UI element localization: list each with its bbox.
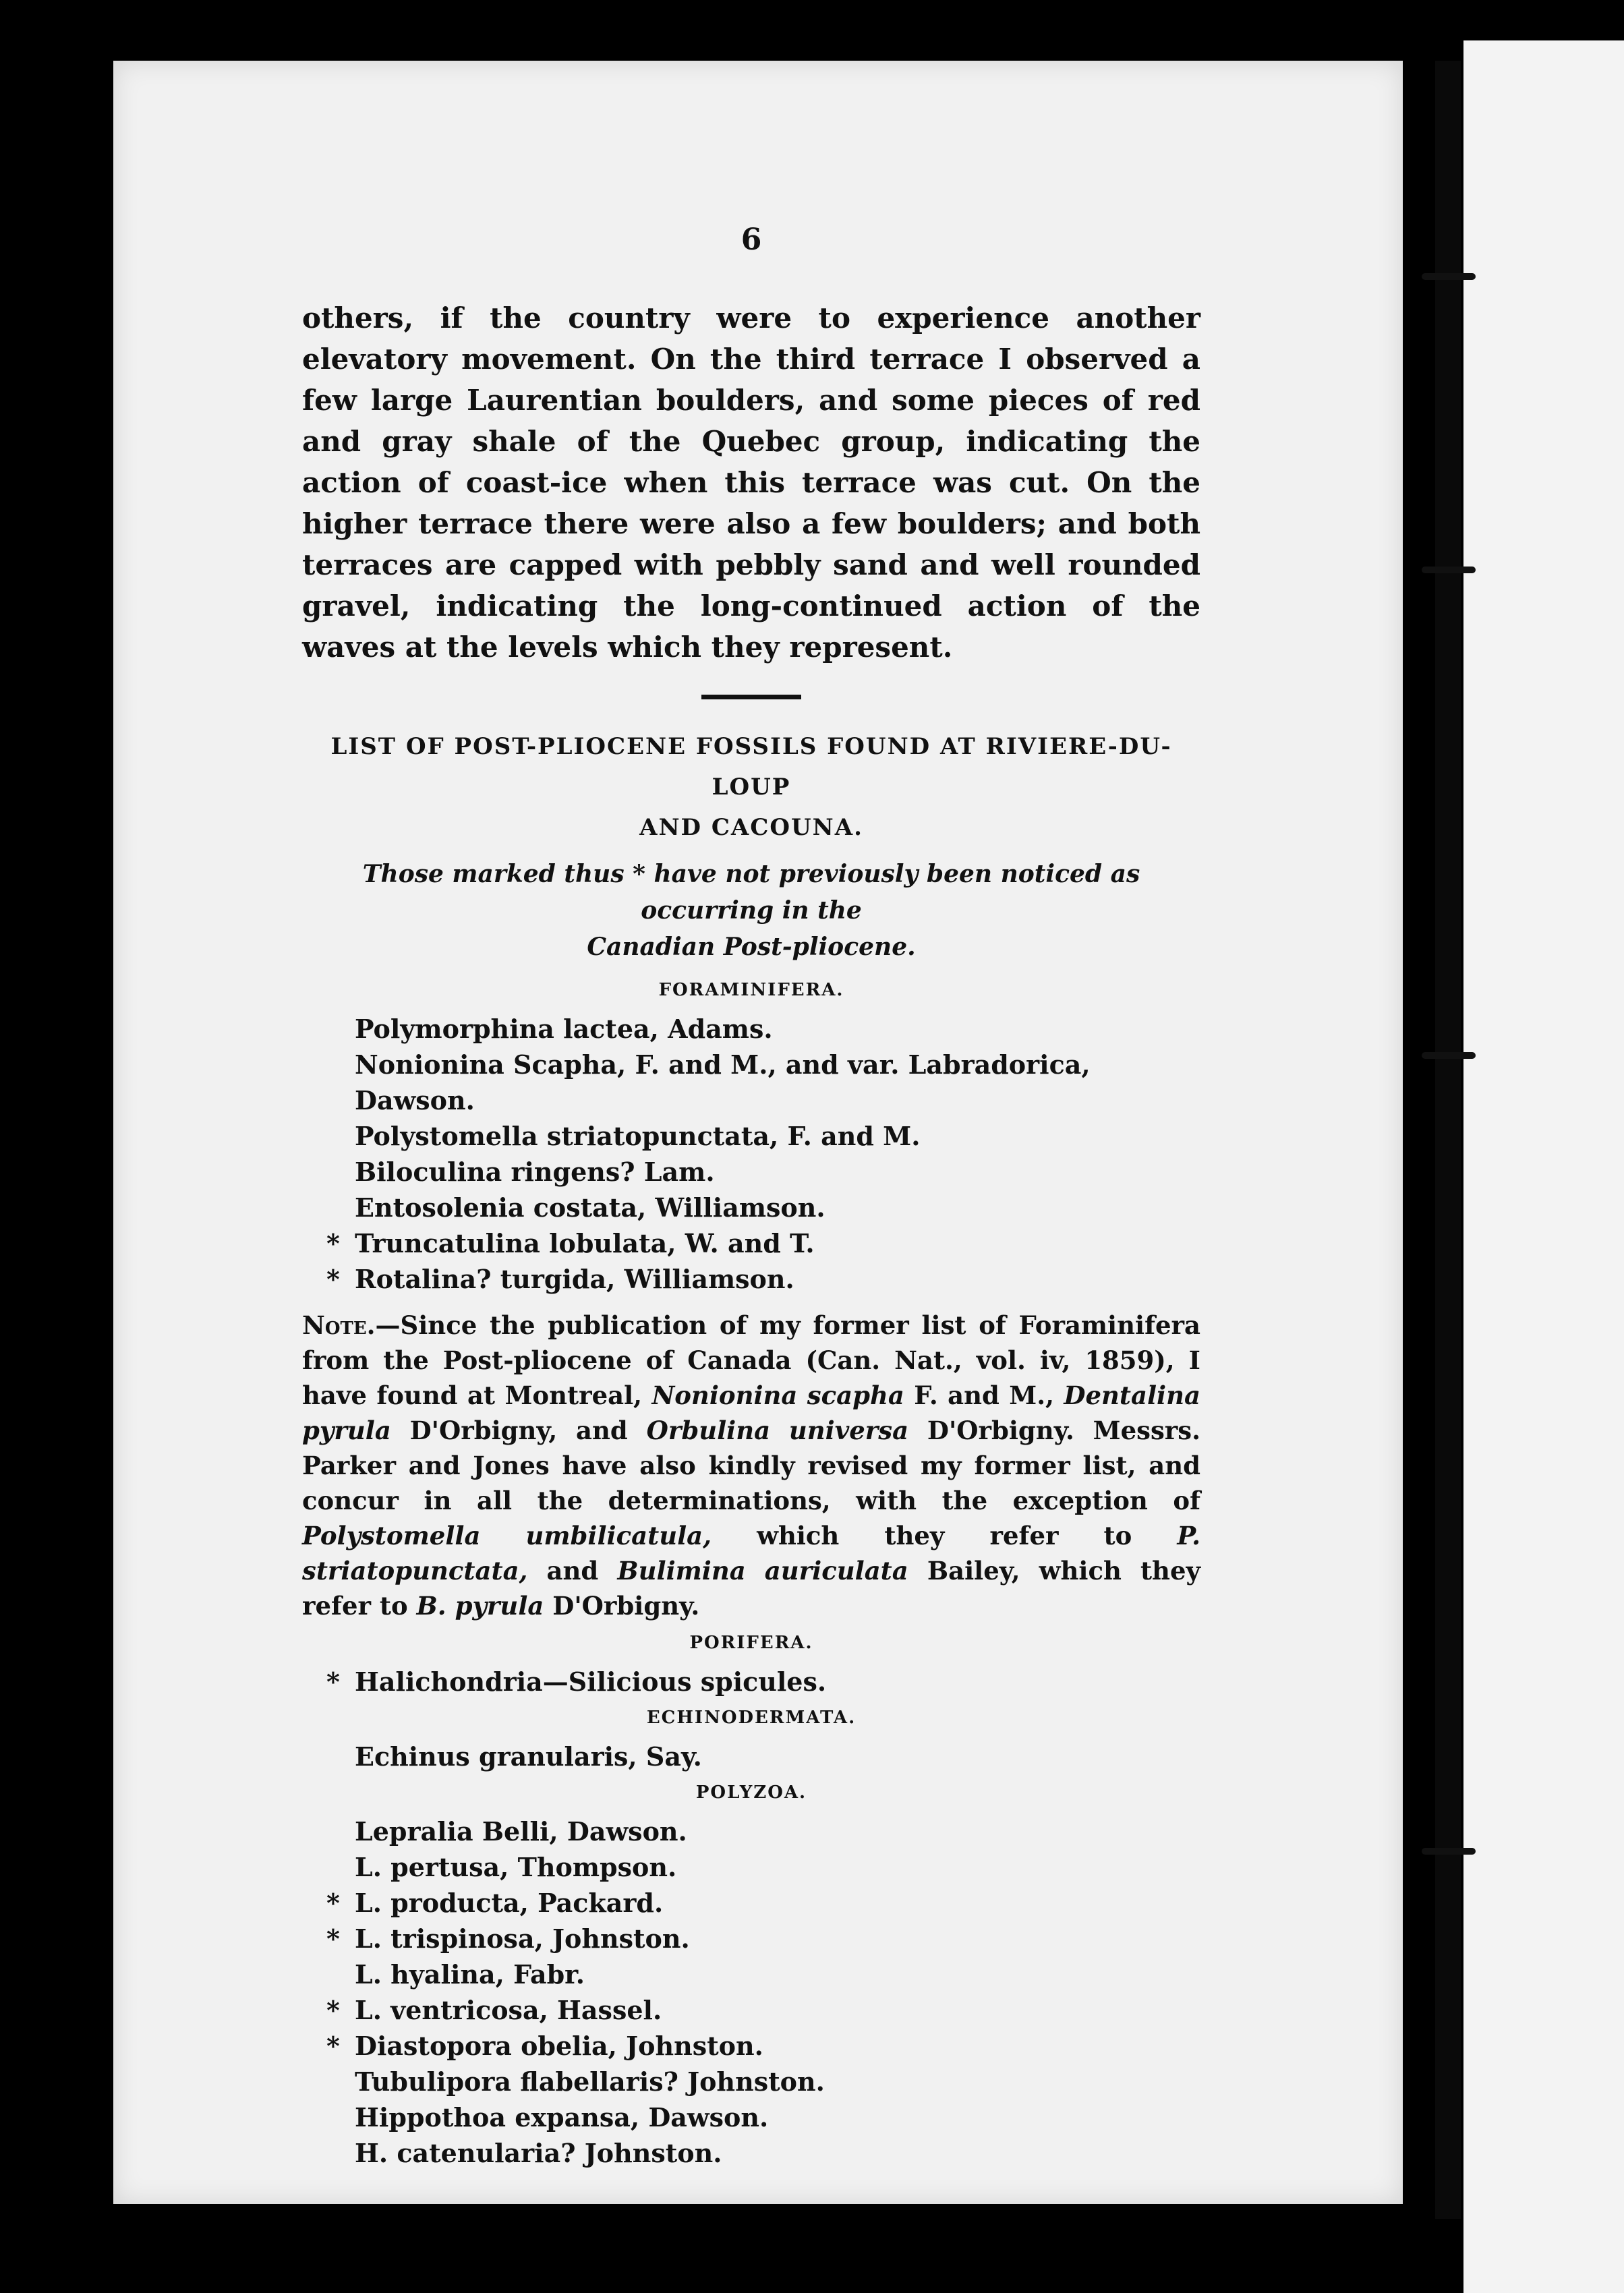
list-item (302, 1011, 1200, 1047)
note-paragraph (302, 1308, 1200, 1623)
note-taxon: B. pyrula (416, 1591, 544, 1621)
list-item (302, 1956, 1200, 1992)
species-name: L. hyalina, Fabr. (355, 1959, 585, 1990)
polyzoa-list (302, 1813, 1200, 2171)
species-name: Biloculina ringens? Lam. (355, 1157, 715, 1187)
list-title-line1: LIST OF POST-PLIOCENE FOSSILS FOUND AT RIVIERE-DU-LOUP (330, 733, 1172, 801)
species-name: H. catenularia? Johnston. (355, 2138, 722, 2168)
list-item (302, 1813, 1200, 1849)
foraminifera-list (302, 1011, 1200, 1297)
note-taxon: Bulimina auriculata (617, 1556, 908, 1586)
list-item (302, 1739, 1200, 1774)
species-name: L. producta, Packard. (355, 1888, 664, 1918)
subtitle-line2: Canadian Post-pliocene. (587, 933, 916, 961)
species-name: Entosolenia costata, Williamson. (355, 1192, 825, 1223)
species-name: Nonionina Scapha, F. and M., and var. Labradorica, Dawson. (355, 1049, 1091, 1115)
list-item (302, 1225, 1200, 1261)
list-subtitle (302, 856, 1200, 965)
book-spine (1435, 61, 1461, 2219)
echinodermata-list (302, 1739, 1200, 1774)
note-text: D'Orbigny. (544, 1591, 700, 1621)
list-item (302, 1664, 1200, 1700)
note-taxon: Polystomella umbilicatula, (302, 1521, 712, 1550)
list-item (302, 1992, 1200, 2028)
section-divider (701, 695, 801, 699)
species-name: L. trispinosa, Johnston. (355, 1923, 690, 1954)
species-name: L. pertusa, Thompson. (355, 1852, 677, 1882)
binding-mark (1422, 1052, 1476, 1059)
list-item (302, 1190, 1200, 1225)
note-text: D'Orbigny. Messrs. Parker and Jones have also kindly revised my former list, and concur in all the determinations, with the exception of (302, 1416, 1200, 1515)
star-marker: * (326, 2031, 340, 2061)
species-name: Diastopora obelia, Johnston. (355, 2031, 763, 2061)
binding-mark (1422, 1848, 1476, 1855)
species-name: Halichondria—Silicious spicules. (355, 1666, 827, 1697)
star-marker: * (326, 1228, 340, 1258)
species-name: Lepralia Belli, Dawson. (355, 1816, 687, 1847)
list-item (302, 1047, 1200, 1118)
species-name: Rotalina? turgida, Williamson. (355, 1264, 794, 1294)
note-text: Bailey, which they refer to (302, 1556, 1200, 1621)
list-item (302, 2135, 1200, 2171)
note-text: and (527, 1556, 618, 1586)
list-item (302, 1261, 1200, 1297)
note-taxon: P. striatopunctata, (302, 1521, 1200, 1586)
subtitle-line1: Those marked thus * have not previously been noticed as occurring in the (362, 860, 1140, 925)
note-taxon: Nonionina scapha (651, 1381, 904, 1410)
note-text: F. and M., (904, 1381, 1064, 1410)
note-text: —Since the publication of my former list of Foraminifera from the Post-pliocene of Canada (Can. Nat., vol. iv, 1859), I have found at Montreal, (302, 1310, 1200, 1410)
species-name: L. ventricosa, Hassel. (355, 1995, 662, 2025)
list-item (302, 2028, 1200, 2064)
list-title-line2: AND CACOUNA. (639, 814, 863, 841)
section-heading-echinodermata: ECHINODERMATA. (646, 1708, 857, 1728)
note-label: Note. (302, 1310, 376, 1340)
species-name: Polystomella striatopunctata, F. and M. (355, 1121, 921, 1151)
porifera-list (302, 1664, 1200, 1700)
star-marker: * (326, 1923, 340, 1954)
star-marker: * (326, 1995, 340, 2025)
note-text: which they refer to (712, 1521, 1178, 1550)
note-text: D'Orbigny, and (390, 1416, 647, 1445)
intro-paragraph: others, if the country were to experience another elevatory movement. On the third terrace I observed a few large Laurentian boulders, and some pieces of red and gray shale of the Quebec group, indicating the action of coast-ice when this terrace was cut. On the higher terrace there were also a few boulders; and both terraces are capped with pebbly sand and well rounded gravel, indicating the long-continued action of the waves at the levels which they represent. (302, 301, 1200, 664)
page-number: 6 (741, 223, 762, 257)
binding-mark (1422, 567, 1476, 573)
species-name: Truncatulina lobulata, W. and T. (355, 1228, 815, 1258)
note-taxon: Dentalina pyrula (302, 1381, 1200, 1445)
list-item (302, 2064, 1200, 2099)
species-name: Echinus granularis, Say. (355, 1741, 702, 1772)
binding-mark (1422, 273, 1476, 280)
page-content (302, 223, 1200, 2171)
adjacent-page-edge (1463, 40, 1624, 2293)
list-item (302, 1885, 1200, 1921)
list-item (302, 1849, 1200, 1885)
species-name: Hippothoa expansa, Dawson. (355, 2102, 769, 2132)
species-name: Polymorphina lactea, Adams. (355, 1014, 773, 1044)
star-marker: * (326, 1888, 340, 1918)
list-item (302, 1154, 1200, 1190)
section-heading-polyzoa: POLYZOA. (695, 1782, 807, 1803)
list-item (302, 1921, 1200, 1956)
note-taxon: Orbulina universa (646, 1416, 909, 1445)
list-item (302, 2099, 1200, 2135)
section-heading-porifera: PORIFERA. (689, 1633, 813, 1653)
list-item (302, 1118, 1200, 1154)
star-marker: * (326, 1264, 340, 1294)
section-heading-foraminifera: FORAMINIFERA. (658, 980, 844, 1000)
species-name: Tubulipora flabellaris? Johnston. (355, 2066, 825, 2097)
star-marker: * (326, 1666, 340, 1697)
